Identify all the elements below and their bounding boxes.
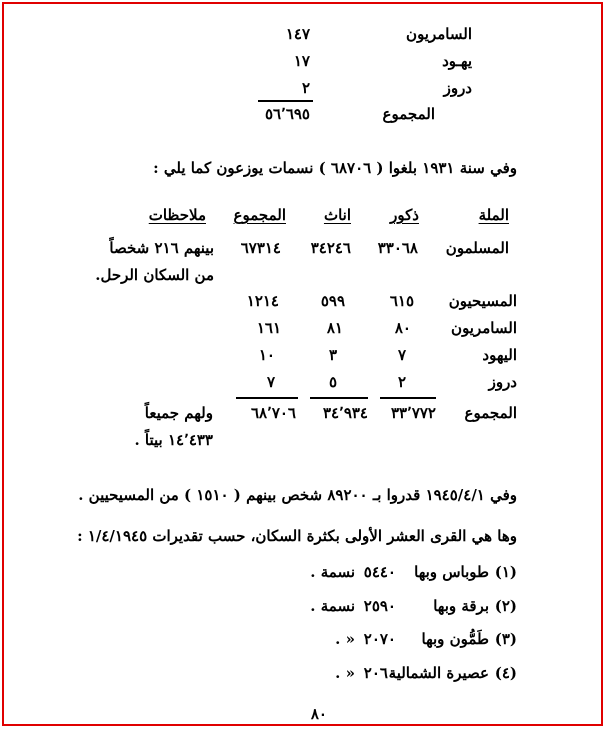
- village-count: ٥٤٤٠: [363, 563, 396, 581]
- table-cell-note: بينهم ٢١٦ شخصاً: [109, 239, 214, 257]
- table-cell-males: ٧: [397, 346, 406, 364]
- village-unit: « .: [335, 630, 355, 648]
- page-number: ٨٠: [310, 705, 327, 723]
- table-total-label: المجموع: [464, 404, 517, 422]
- paragraph-1931: وفي سنة ١٩٣١ بلغوا ( ٦٨٧٠٦ ) نسمات يوزعون كما يلي :: [153, 159, 517, 177]
- list-value: ٢: [301, 79, 310, 97]
- village-name: طوباس وبها: [414, 563, 489, 581]
- table-total-males: ٣٣٬٧٧٢: [390, 404, 436, 422]
- table-cell-females: ٣٤٢٤٦: [310, 239, 351, 257]
- table-cell-males: ٨٠: [394, 319, 411, 337]
- header-females: اناث: [323, 206, 351, 224]
- table-cell-total: ٦٧٣١٤: [240, 239, 281, 257]
- village-name: عصيرة الشمالية: [388, 664, 489, 682]
- list-name: دروز: [443, 79, 472, 97]
- table-cell-males: ٢: [397, 373, 406, 391]
- list-name: يهـود: [442, 52, 472, 70]
- village-count: ٢٠٦٠: [363, 664, 396, 682]
- village-number: (٤): [494, 664, 517, 682]
- sum-rule: [310, 397, 368, 399]
- village-number: (١): [494, 563, 517, 581]
- header-total: المجموع: [233, 206, 286, 224]
- table-total-females: ٣٤٬٩٣٤: [322, 404, 368, 422]
- village-count: ٢٠٧٠: [363, 630, 396, 648]
- table-cell-males: ٦١٥: [389, 292, 414, 310]
- sum-rule: [258, 100, 313, 102]
- list-value: ١٤٧: [285, 25, 310, 43]
- table-cell-total: ١٦١: [256, 319, 281, 337]
- village-unit: نسمة .: [310, 597, 355, 615]
- table-cell-total: ١٠: [258, 346, 275, 364]
- table-cell-total: ١٢١٤: [246, 292, 279, 310]
- header-notes: ملاحظات: [148, 206, 206, 224]
- table-cell-females: ٨١: [326, 319, 343, 337]
- header-males: ذكور: [390, 206, 419, 224]
- table-cell-total: ٧: [266, 373, 275, 391]
- village-number: (٣): [494, 630, 517, 648]
- village-count: ٢٥٩٠: [363, 597, 396, 615]
- table-cell-males: ٣٣٠٦٨: [377, 239, 418, 257]
- sum-rule: [236, 397, 298, 399]
- table-cell-note: من السكان الرحل.: [95, 266, 214, 284]
- list-name: السامريون: [406, 25, 472, 43]
- village-name: برقة وبها: [433, 597, 489, 615]
- village-unit: نسمة .: [310, 563, 355, 581]
- table-cell-millah: المسيحيون: [448, 292, 517, 310]
- table-cell-millah: دروز: [488, 373, 517, 391]
- header-millah: الملة: [478, 206, 509, 224]
- table-total-total: ٦٨٬٧٠٦: [250, 404, 296, 422]
- village-number: (٢): [494, 597, 517, 615]
- paragraph-1945: وفي ١٩٤٥/٤/١ قدروا بـ ٨٩٢٠٠ شخص بينهم ( ١٥١٠ ) من المسيحيين .: [78, 486, 517, 504]
- total-value: ٥٦٬٦٩٥: [264, 105, 310, 123]
- table-total-note: ١٤٬٤٣٣ بيتاً .: [134, 431, 213, 449]
- table-cell-millah: السامريون: [451, 319, 517, 337]
- table-cell-millah: اليهود: [482, 346, 517, 364]
- table-cell-females: ٣: [328, 346, 337, 364]
- total-label: المجموع: [382, 105, 435, 123]
- villages-intro: وها هي القرى العشر الأولى بكثرة السكان، حسب تقديرات ١/٤/١٩٤٥ :: [77, 527, 517, 545]
- table-cell-millah: المسلمون: [445, 239, 509, 257]
- sum-rule: [380, 397, 436, 399]
- table-cell-females: ٥٩٩: [320, 292, 345, 310]
- village-unit: « .: [335, 664, 355, 682]
- table-cell-females: ٥: [328, 373, 337, 391]
- village-name: طَمُّون وبها: [421, 630, 489, 648]
- table-total-note: ولهم جميعاً: [144, 404, 213, 422]
- list-value: ١٧: [293, 52, 310, 70]
